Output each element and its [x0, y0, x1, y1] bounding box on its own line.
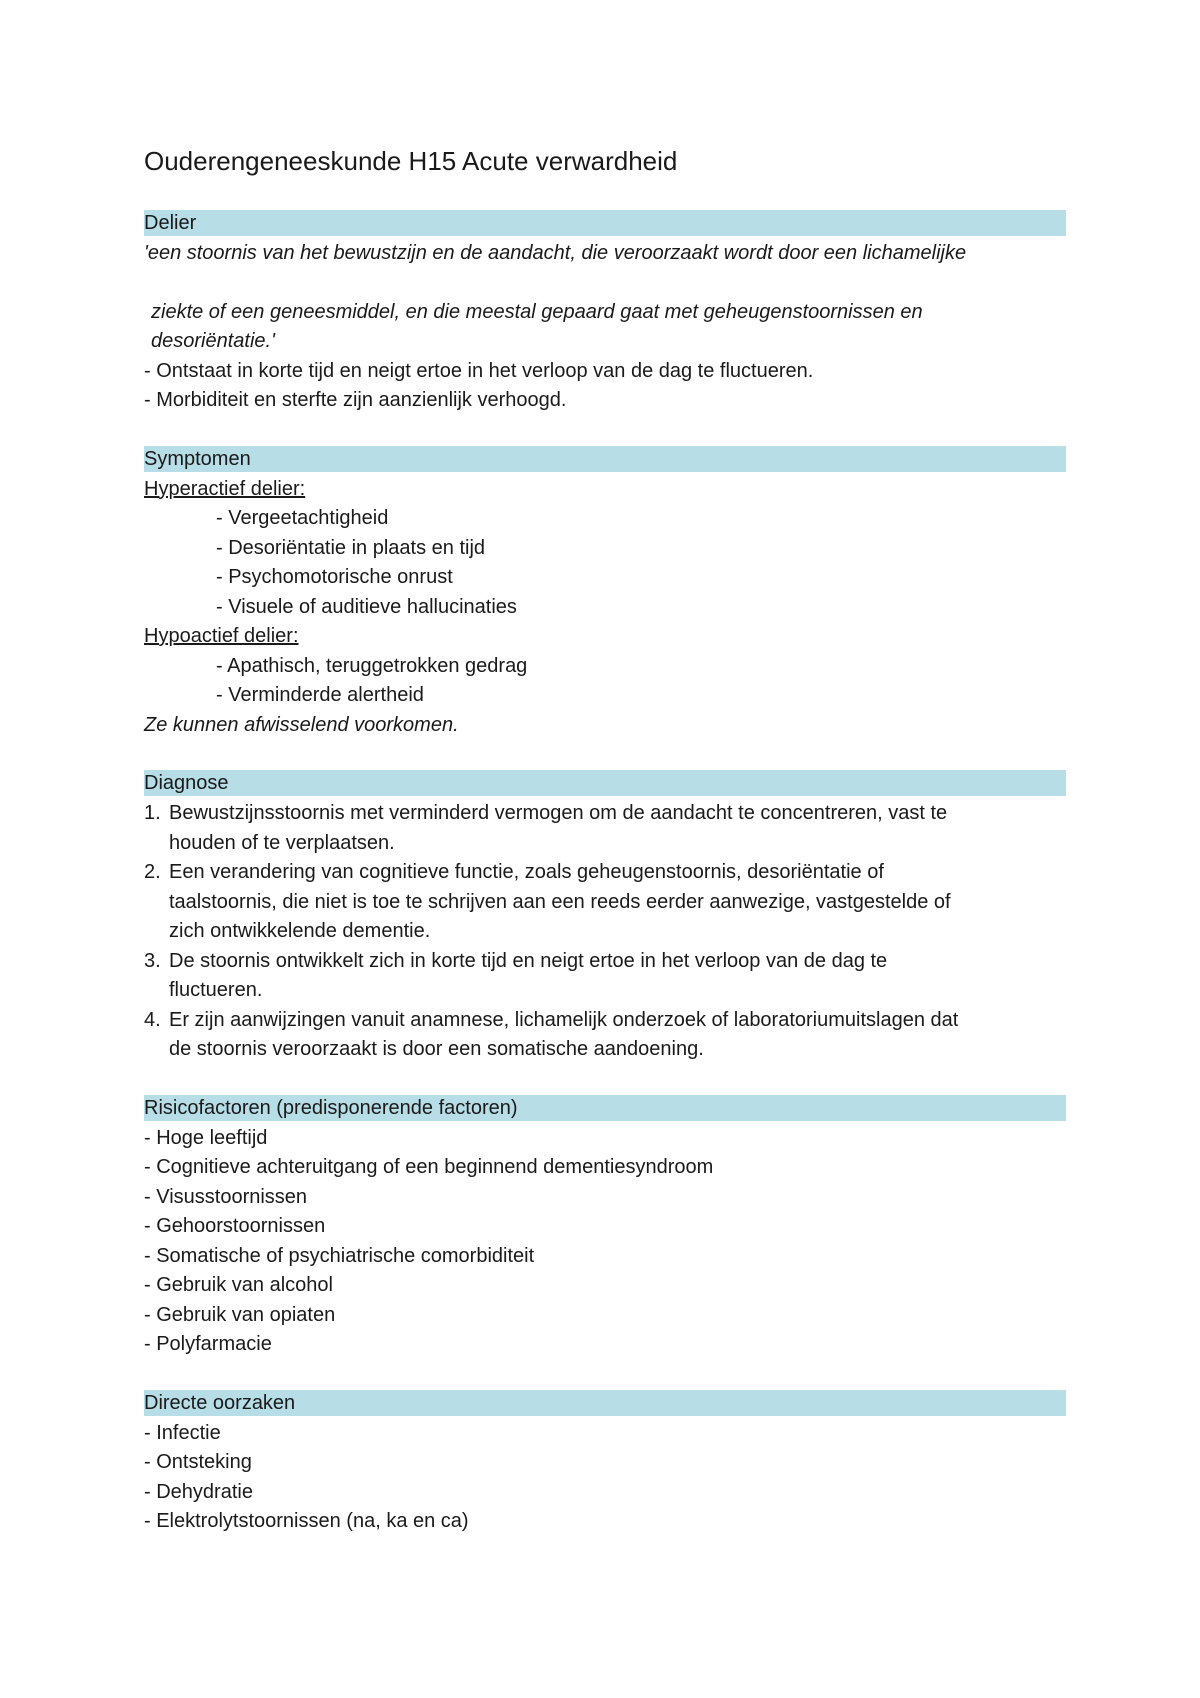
item-text: Een verandering van cognitieve functie, zoals geheugenstoornis, desoriëntatie of taalstoornis, die niet is toe te schrijven aan een reeds eerder aanwezige, vastgestelde of zich ontwikkelende dementie. [169, 861, 951, 942]
document-page [144, 140, 1066, 1567]
section-heading-directe-oorzaken: Directe oorzaken [144, 1390, 1066, 1416]
list-item: - Apathisch, teruggetrokken gedrag [216, 654, 528, 677]
list-item: - Gehoorstoornissen [144, 1215, 326, 1237]
list-item: - Psychomotorische onrust [216, 566, 453, 588]
list-item: - Ontstaat in korte tijd en neigt ertoe in het verloop van de dag te fluctueren. [144, 359, 814, 382]
item-text: Bewustzijnsstoornis met verminderd vermogen om de aandacht te concentreren, vast te houden of te verplaatsen. [169, 802, 948, 854]
subheading-hypoactief: Hypoactief delier: [144, 625, 299, 647]
list-item: - Ontsteking [144, 1451, 252, 1473]
list-item: - Hoge leeftijd [144, 1126, 268, 1149]
section-diagnose [144, 770, 1066, 1065]
item-text: De stoornis ontwikkelt zich in korte tijd en neigt ertoe in het verloop van de dag te fluctueren. [169, 949, 888, 1001]
list-item: - Gebruik van alcohol [144, 1274, 333, 1296]
list-item: - Visuele of auditieve hallucinaties [216, 595, 517, 618]
section-directe-oorzaken [144, 1390, 1066, 1537]
section-risicofactoren [144, 1095, 1066, 1360]
list-item: - Morbiditeit en sterfte zijn aanzienlijk verhoogd. [144, 389, 567, 411]
definition-quote-line: desoriëntatie.' [151, 330, 275, 352]
list-item: - Dehydratie [144, 1480, 253, 1503]
section-delier [144, 210, 1066, 416]
document-title: Ouderengeneeskunde H15 Acute verwardheid [144, 146, 678, 176]
section-heading-risicofactoren: Risicofactoren (predisponerende factoren) [144, 1095, 1066, 1121]
list-item: - Verminderde alertheid [216, 684, 424, 706]
list-item: - Cognitieve achteruitgang of een beginnend dementiesyndroom [144, 1156, 714, 1178]
definition-quote-line: 'een stoornis van het bewustzijn en de aandacht, die veroorzaakt wordt door een lichamelijke [144, 242, 967, 264]
item-number: 1. [144, 802, 161, 824]
section-heading-delier: Delier [144, 210, 1066, 236]
numbered-item [144, 858, 1066, 947]
list-item: - Somatische of psychiatrische comorbiditeit [144, 1244, 535, 1267]
list-item: - Visusstoornissen [144, 1185, 308, 1208]
spacer [144, 269, 1066, 298]
list-item: - Polyfarmacie [144, 1333, 272, 1355]
list-item: - Vergeetachtigheid [216, 507, 389, 529]
list-item: - Infectie [144, 1421, 221, 1444]
item-number: 4. [144, 1008, 161, 1031]
item-number: 3. [144, 949, 161, 972]
section-heading-symptomen: Symptomen [144, 446, 1066, 472]
item-number: 2. [144, 861, 161, 883]
item-text: Er zijn aanwijzingen vanuit anamnese, lichamelijk onderzoek of laboratoriumuitslagen dat de stoornis veroorzaakt is door een somatische aandoening. [169, 1008, 959, 1060]
numbered-item [144, 947, 1066, 1006]
definition-quote-line: ziekte of een geneesmiddel, en die meestal gepaard gaat met geheugenstoornissen en [151, 300, 923, 323]
numbered-item [144, 799, 1066, 858]
list-item: - Desoriëntatie in plaats en tijd [216, 536, 486, 559]
list-item: - Gebruik van opiaten [144, 1303, 336, 1326]
section-symptomen [144, 446, 1066, 741]
section-heading-diagnose: Diagnose [144, 770, 1066, 796]
list-item: - Elektrolytstoornissen (na, ka en ca) [144, 1510, 469, 1532]
symptom-note: Ze kunnen afwisselend voorkomen. [144, 713, 459, 736]
numbered-item [144, 1006, 1066, 1065]
subheading-hyperactief: Hyperactief delier: [144, 477, 306, 500]
